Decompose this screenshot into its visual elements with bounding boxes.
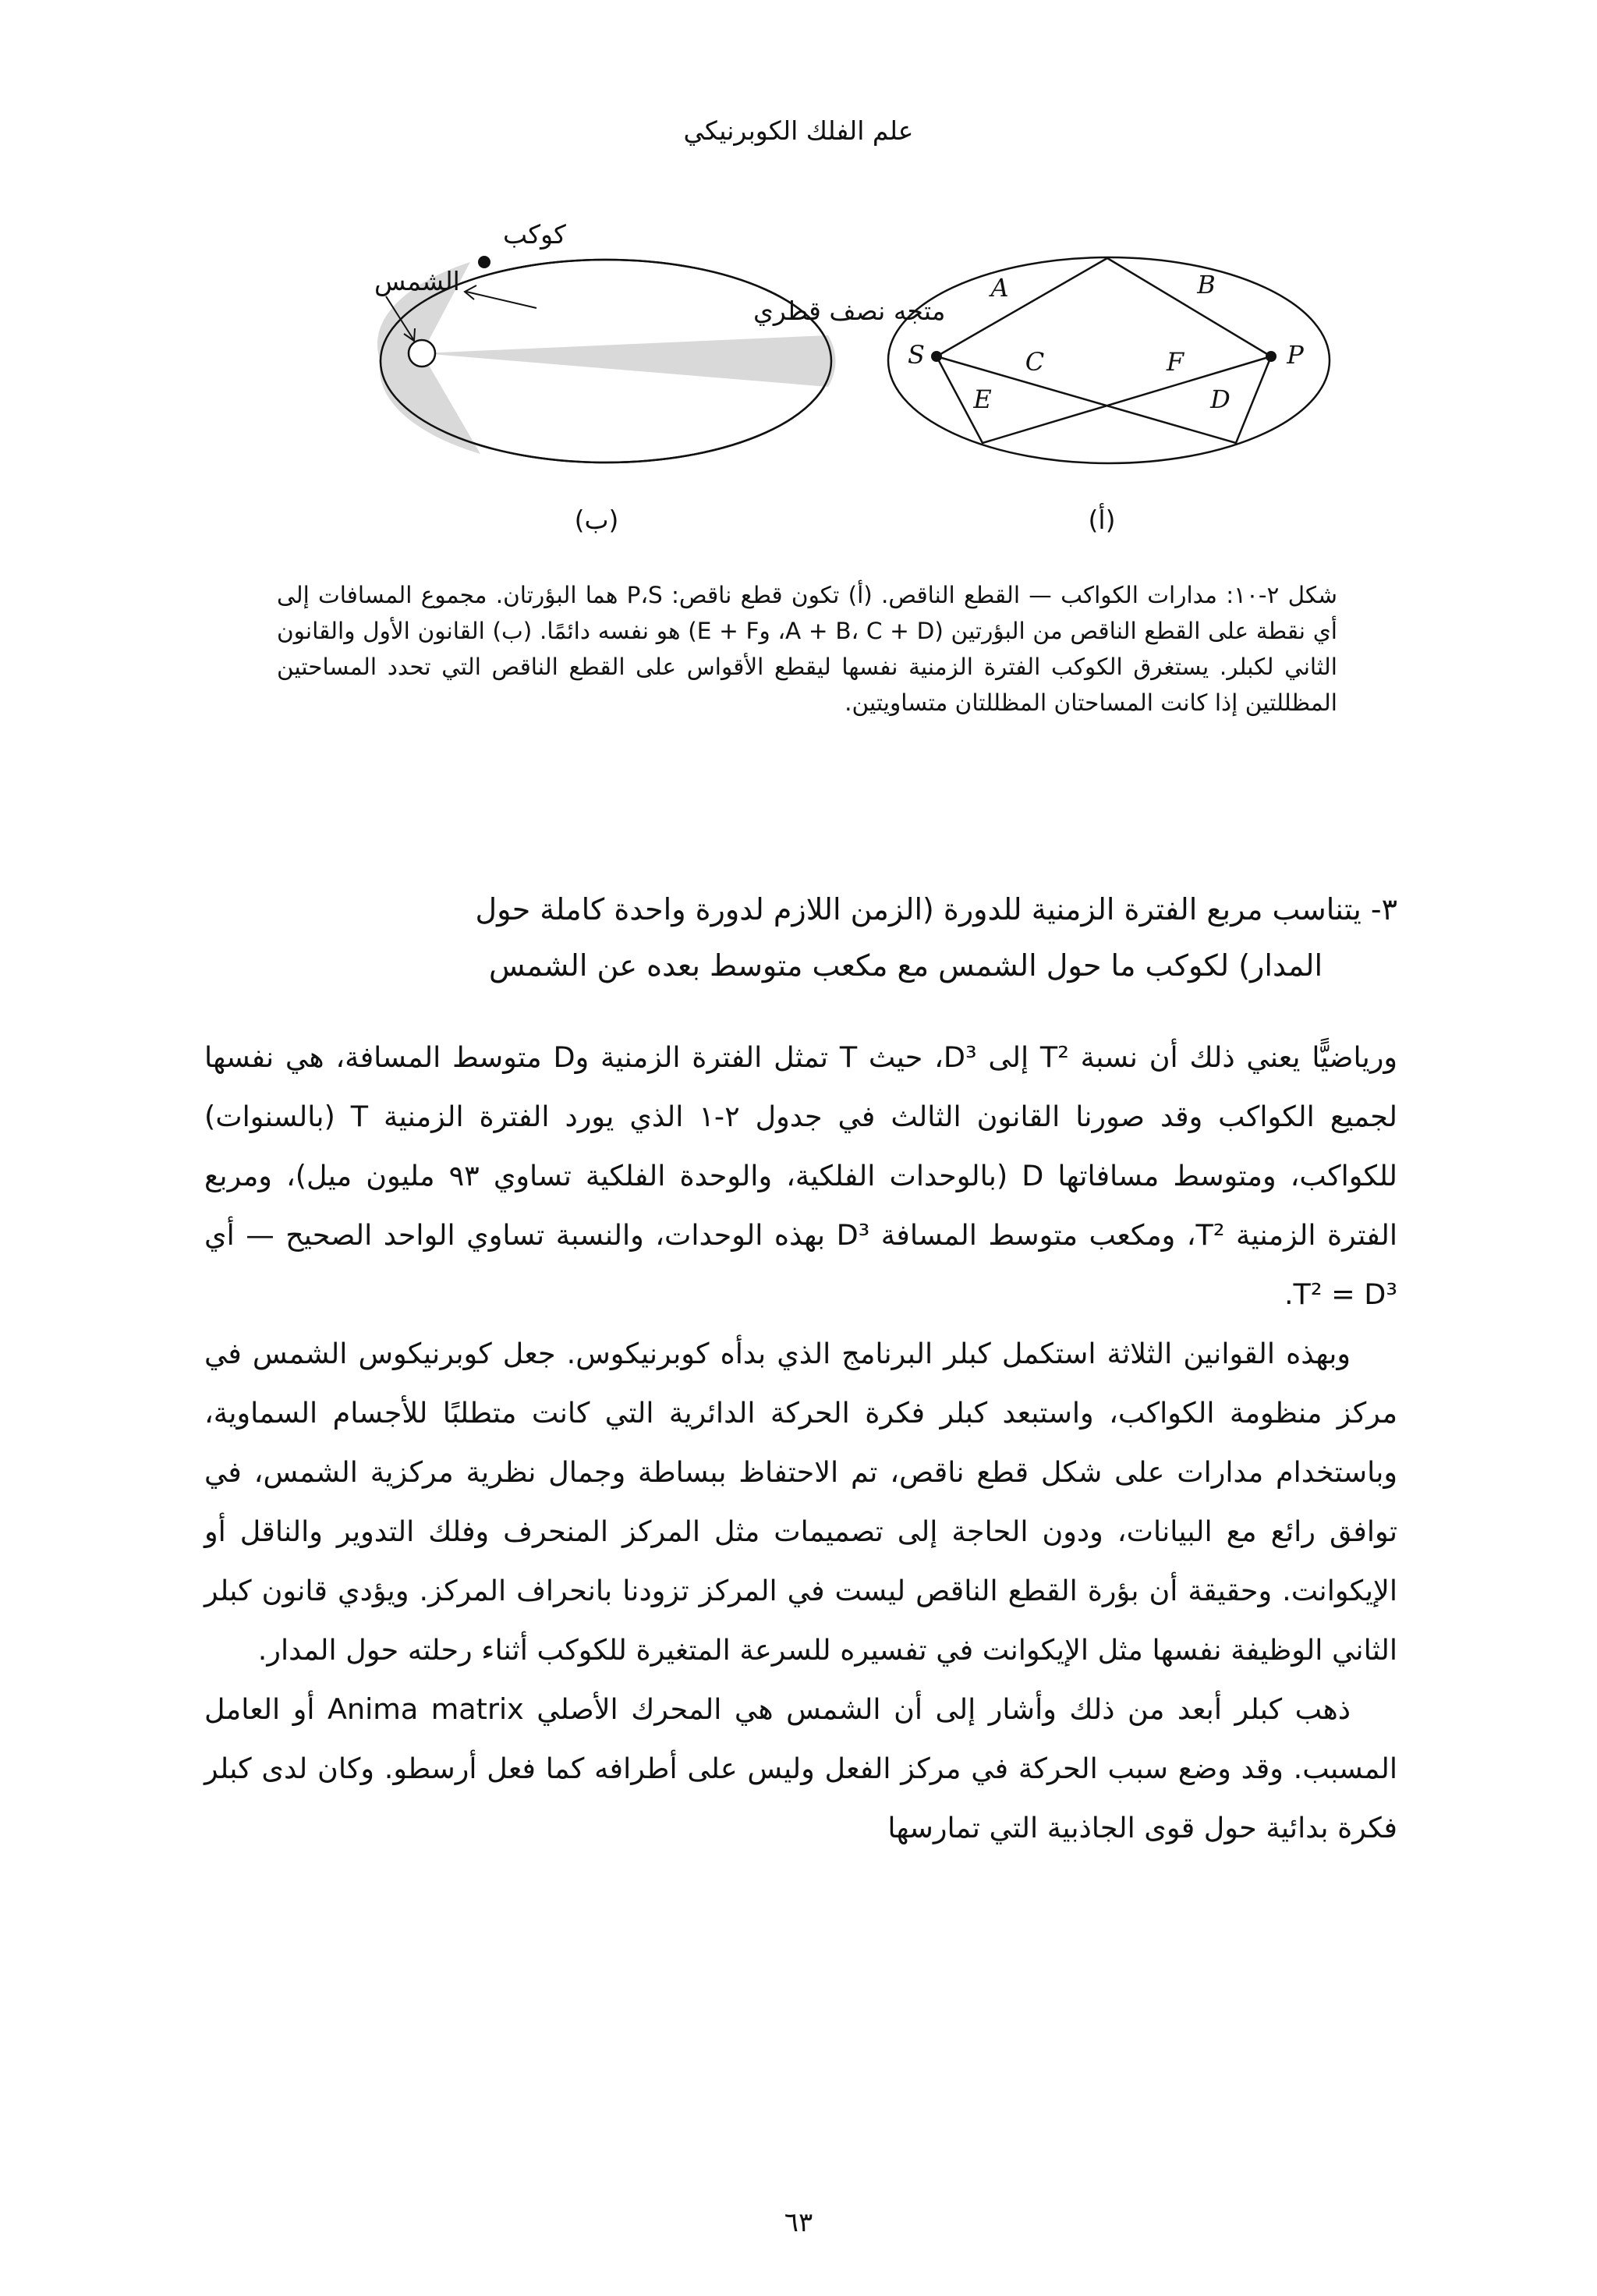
label-C: C [1025,347,1045,377]
paragraph-2: وبهذه القوانين الثلاثة استكمل كبلر البرنامج الذي بدأه كوبرنيكوس. جعل كوبرنيكوس الشمس في مركز منظومة الكواكب، واستبعد كبلر فكرة الحركة الدائرية التي كانت متطلبًا للأجسام السماوية، وباستخدام مدارات على شكل قطع ناقص، تم الاحتفاظ ببساطة وجمال نظرية مركزية الشمس، في توافق رائع مع البيانات، ودون الحاجة إلى تصميمات مثل المركز المنحرف وفلك التدوير والناقل أو الإيكوانت. وحقيقة أن بؤرة القطع الناقص ليست في المركز تزودنا بانحراف المركز. ويؤدي قانون كبلر الثاني الوظيفة نفسها مثل الإيكوانت في تفسيره للسرعة المتغيرة للكوكب أثناء رحلته حول المدار. [204,1337,1397,1667]
label-S: S [908,340,925,370]
label-A: A [990,273,1009,303]
orbit-figures [0,211,1597,554]
caption-text: شكل ٢-١٠: مدارات الكواكب — القطع الناقص. (أ) تكون قطع ناقص: P،S هما البؤرتان. مجموع المسافات إلى أي نقطة على القطع الناقص من البؤرتين (A + B، C + D، وE + F) هو نفسه دائمًا. (ب) القانون الأول والقانون الثاني لكبلر. يستغرق الكوكب الفترة الزمنية نفسها ليقطع الأقواس على القطع الناقص التي تحدد المساحتين المظللتين إذا كانت المساحتان المظللتان متساويتين. [277,582,1337,716]
focal-lines-top [937,258,1271,356]
running-head: علم الفلك الكوبرنيكي [683,115,914,146]
body-text [204,1028,1397,1858]
paragraph-3: ذهب كبلر أبعد من ذلك وأشار إلى أن الشمس هي المحرك الأصلي Anima matrix أو العامل المسبب. وقد وضع سبب الحركة في مركز الفعل وليس على أطرافه كما فعل أرسطو. وكان لدى كبلر فكرة بدائية حول قوى الجاذبية التي تمارسها [204,1692,1397,1844]
figure-block [0,211,1597,554]
planet-dot [478,256,490,268]
label-B: B [1197,270,1216,299]
planet-label: كوكب [503,219,566,250]
sun-label: الشمس [374,266,460,296]
label-D: D [1210,384,1231,414]
sun-circle [409,340,435,367]
paragraph-1: ورياضيًّا يعني ذلك أن نسبة T² إلى D³، حيث T تمثل الفترة الزمنية وD متوسط المسافة، هي نفسها لجميع الكواكب وقد صورنا القانون الثالث في جدول ٢-١ الذي يورد الفترة الزمنية T (بالسنوات) للكواكب، ومتوسط مسافاتها D (بالوحدات الفلكية، والوحدة الفلكية تساوي ٩٣ مليون ميل)، ومربع الفترة الزمنية T²، ومكعب متوسط المسافة D³ بهذه الوحدات، والنسبة تساوي الواحد الصحيح — أي T² = D³. [204,1040,1398,1311]
figure-caption [277,577,1337,721]
kepler-third-law [204,881,1397,994]
figure-b [374,219,945,535]
panel-label-b: (ب) [574,505,619,535]
page-number: ٦٣ [784,2207,813,2238]
label-E: E [973,384,992,414]
label-F: F [1166,347,1184,377]
orbit-ellipse-a [888,257,1330,463]
radius-vector-label: متجه نصف قطري [753,296,946,326]
law3-line-1: ٣- يتناسب مربع الفترة الزمنية للدورة (الزمن اللازم لدورة واحدة كاملة حول [475,892,1397,927]
panel-label-a: (أ) [1088,505,1116,535]
focus-S-dot [931,351,942,362]
figure-a [888,257,1330,535]
law3-line-2: المدار) لكوكب ما حول الشمس مع مكعب متوسط بعده عن الشمس [488,948,1323,983]
label-P: P [1287,340,1304,370]
focus-P-dot [1266,351,1277,362]
